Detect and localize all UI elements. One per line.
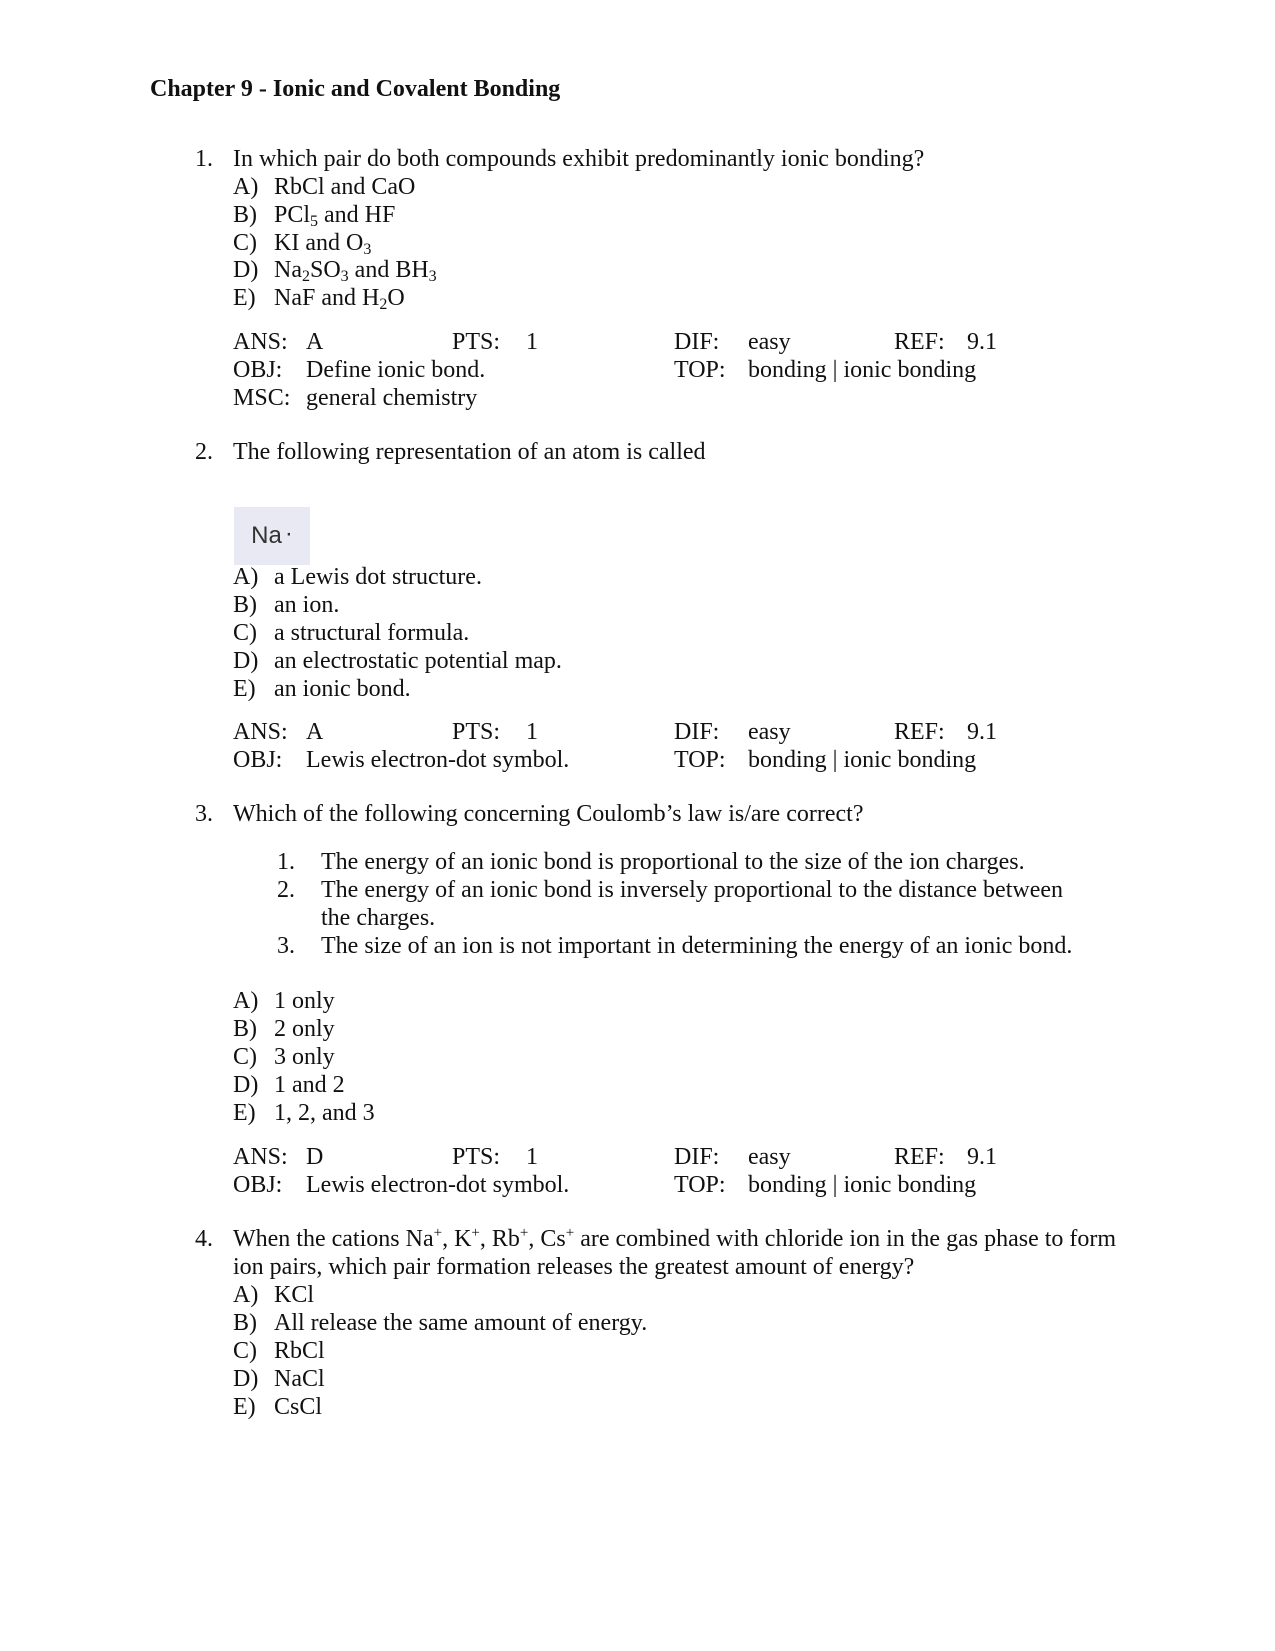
q3-option-c-text: 3 only (274, 1044, 335, 1070)
q1-top-value: bonding | ionic bonding (748, 357, 977, 383)
lewis-dot: · (284, 520, 293, 547)
q1-pts-value: 1 (526, 329, 538, 355)
q2-dif-label: DIF: (674, 719, 720, 745)
q2-top-label: TOP: (674, 747, 726, 773)
q2-option-e-text: an ionic bond. (274, 676, 411, 702)
q2-ref-value: 9.1 (967, 719, 997, 745)
q1-ans-value: A (306, 329, 324, 355)
q2-obj-value: Lewis electron-dot symbol. (306, 747, 570, 773)
q3-option-d-letter: D) (233, 1072, 259, 1098)
lewis-symbol: Na (251, 522, 282, 549)
q3-top-label: TOP: (674, 1172, 726, 1198)
q2-option-a-letter: A) (233, 564, 259, 590)
q4-option-e-text: CsCl (274, 1394, 323, 1420)
q3-ans-value: D (306, 1144, 324, 1170)
q3-option-a-letter: A) (233, 988, 259, 1014)
q2-dif-value: easy (748, 719, 791, 745)
question-4-number: 4. (195, 1226, 213, 1252)
q2-option-b-text: an ion. (274, 592, 340, 618)
q2-option-c-letter: C) (233, 620, 257, 646)
question-2-text: The following representation of an atom is called (233, 439, 706, 465)
q4-option-a-text: KCl (274, 1282, 315, 1308)
q1-option-b-text: PCl$_5$ and HF (274, 202, 396, 230)
q3-option-a-text: 1 only (274, 988, 335, 1014)
q1-option-a-text: RbCl and CaO (274, 174, 416, 200)
q2-pts-value: 1 (526, 719, 538, 745)
q2-option-a-text: a Lewis dot structure. (274, 564, 482, 590)
q1-option-d-letter: D) (233, 257, 259, 283)
q4-option-a-letter: A) (233, 1282, 259, 1308)
q3-dif-value: easy (748, 1144, 791, 1170)
q1-option-d-text: $Na_2SO_3$ and $BH_3$ (274, 257, 437, 285)
q4-option-c-text: RbCl (274, 1338, 325, 1364)
q1-option-a-letter: A) (233, 174, 259, 200)
question-4-text: When the cations Na+, K+, Rb+, Cs+ are combined with chloride ion in the gas phase to form (233, 1225, 1117, 1252)
q3-ref-value: 9.1 (967, 1144, 997, 1170)
lewis-dot-image (234, 507, 310, 565)
q3-option-e-letter: E) (233, 1100, 256, 1126)
question-1-number: 1. (195, 146, 213, 172)
q2-pts-label: PTS: (452, 719, 501, 745)
q3-top-value: bonding | ionic bonding (748, 1172, 977, 1198)
q1-ans-label: ANS: (233, 329, 288, 355)
q4-option-d-text: NaCl (274, 1366, 325, 1392)
q3-statement-2-text: The energy of an ionic bond is inversely proportional to the distance between (321, 877, 1064, 903)
q2-ref-label: REF: (894, 719, 945, 745)
q2-ans-value: A (306, 719, 324, 745)
question-3-text: Which of the following concerning Coulomb’s law is/are correct? (233, 801, 864, 827)
q1-option-e-letter: E) (233, 285, 256, 311)
q3-statement-2-text-cont: the charges. (321, 905, 436, 931)
q1-dif-label: DIF: (674, 329, 720, 355)
q3-option-e-text: 1, 2, and 3 (274, 1100, 375, 1126)
q2-top-value: bonding | ionic bonding (748, 747, 977, 773)
q4-option-b-letter: B) (233, 1310, 257, 1336)
q3-option-b-text: 2 only (274, 1016, 335, 1042)
q1-option-c-letter: C) (233, 230, 257, 256)
q2-obj-label: OBJ: (233, 747, 283, 773)
q3-ans-label: ANS: (233, 1144, 288, 1170)
q1-option-e-text: NaF and $H_2O$ (274, 285, 405, 313)
q1-option-b-letter: B) (233, 202, 257, 228)
q1-top-label: TOP: (674, 357, 726, 383)
q1-ref-value: 9.1 (967, 329, 997, 355)
q2-option-d-letter: D) (233, 648, 259, 674)
q3-option-c-letter: C) (233, 1044, 257, 1070)
q4-option-e-letter: E) (233, 1394, 256, 1420)
q1-dif-value: easy (748, 329, 791, 355)
q1-obj-value: Define ionic bond. (306, 357, 486, 383)
q2-option-c-text: a structural formula. (274, 620, 470, 646)
q3-pts-label: PTS: (452, 1144, 501, 1170)
question-3-number: 3. (195, 801, 213, 827)
q1-ref-label: REF: (894, 329, 945, 355)
q1-msc-label: MSC: (233, 385, 291, 411)
q2-option-b-letter: B) (233, 592, 257, 618)
q3-statement-1-number: 1. (277, 849, 295, 875)
question-1-text: In which pair do both compounds exhibit predominantly ionic bonding? (233, 146, 925, 172)
q3-dif-label: DIF: (674, 1144, 720, 1170)
q1-pts-label: PTS: (452, 329, 501, 355)
q3-statement-3-number: 3. (277, 933, 295, 959)
q3-statement-1-text: The energy of an ionic bond is proportional to the size of the ion charges. (321, 849, 1025, 875)
q3-option-b-letter: B) (233, 1016, 257, 1042)
q1-obj-label: OBJ: (233, 357, 283, 383)
question-4-text-cont: ion pairs, which pair formation releases the greatest amount of energy? (233, 1254, 915, 1280)
q4-option-c-letter: C) (233, 1338, 257, 1364)
q2-option-d-text: an electrostatic potential map. (274, 648, 562, 674)
q3-statement-2-number: 2. (277, 877, 295, 903)
q3-pts-value: 1 (526, 1144, 538, 1170)
q2-option-e-letter: E) (233, 676, 256, 702)
q2-ans-label: ANS: (233, 719, 288, 745)
q3-statement-3-text: The size of an ion is not important in determining the energy of an ionic bond. (321, 933, 1073, 959)
q3-ref-label: REF: (894, 1144, 945, 1170)
q1-msc-value: general chemistry (306, 385, 478, 411)
question-2-number: 2. (195, 439, 213, 465)
q3-obj-label: OBJ: (233, 1172, 283, 1198)
q3-obj-value: Lewis electron-dot symbol. (306, 1172, 570, 1198)
q1-option-c-text: KI and $O_3$ (274, 230, 372, 258)
q4-option-b-text: All release the same amount of energy. (274, 1310, 648, 1336)
page-title: Chapter 9 - Ionic and Covalent Bonding (150, 76, 561, 102)
q3-option-d-text: 1 and 2 (274, 1072, 345, 1098)
q4-option-d-letter: D) (233, 1366, 259, 1392)
